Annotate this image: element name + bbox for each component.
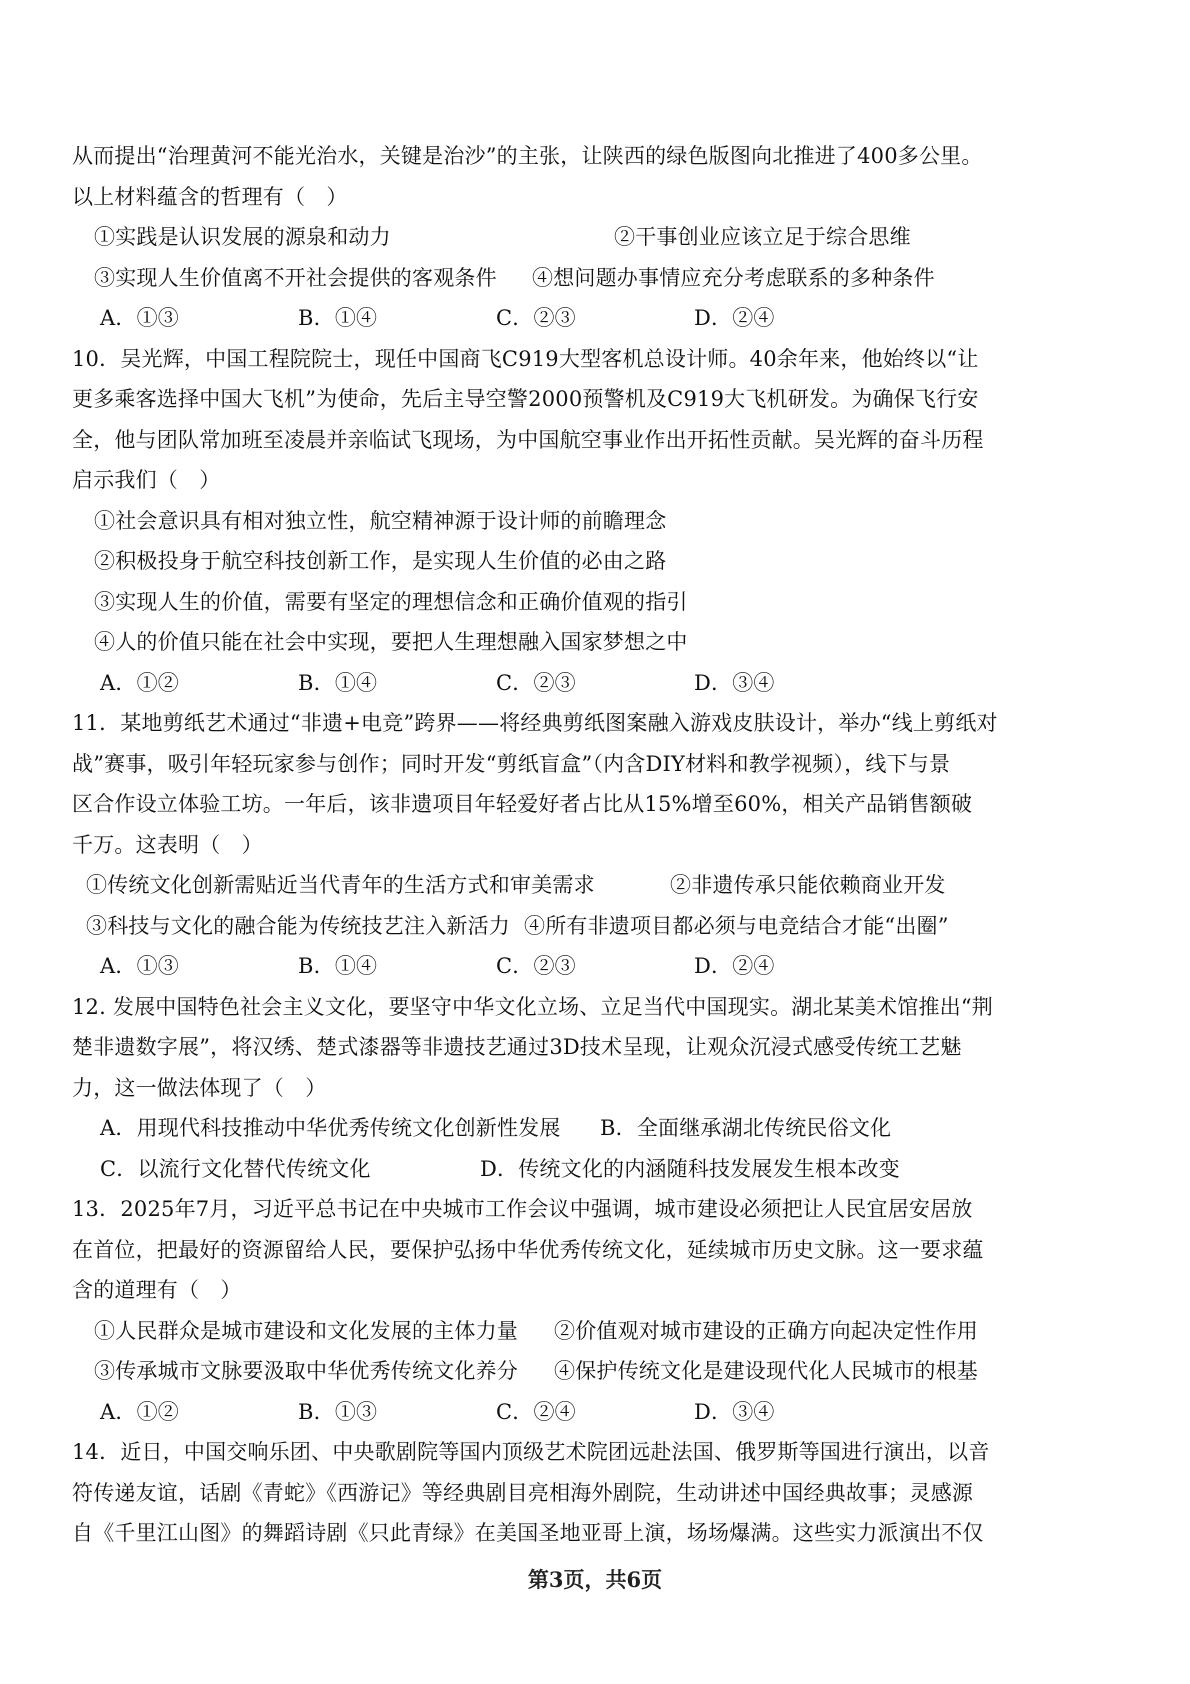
q9-stem-tail: 从而提出“治理黄河不能光治水，关键是治沙”的主张，让陕西的绿色版图向北推进了400多公里。: [72, 144, 983, 168]
q9-choice-c[interactable]: C．②③: [496, 306, 576, 330]
q11-choices: [72, 946, 1122, 987]
q13-choice-b[interactable]: B．①③: [298, 1399, 378, 1424]
q11-choice-b[interactable]: B．①④: [298, 954, 378, 978]
q13-statements-row2: [72, 1351, 1122, 1392]
q14-stem-line-1: 14．近日，中国交响乐团、中央歌剧院等国内顶级艺术院团远赴法国、俄罗斯等国进行演出，以音: [72, 1440, 990, 1464]
page-number: 第3页，共6页: [527, 1567, 663, 1592]
q10-statement-1: ①社会意识具有相对独立性，航空精神源于设计师的前瞻理念: [94, 508, 667, 533]
q13-choices: [72, 1392, 1122, 1433]
q13-choice-c[interactable]: C．②④: [496, 1399, 576, 1424]
q9-choice-d[interactable]: D．②④: [694, 306, 775, 330]
q10-statement-2: ②积极投身于航空科技创新工作，是实现人生价值的必由之路: [94, 549, 667, 573]
q11-choice-c[interactable]: C．②③: [496, 954, 576, 978]
q13-stem-line-3: 含的道理有（ ）: [72, 1278, 242, 1302]
q11-statements-row2: [72, 906, 1122, 947]
q12-choice-a[interactable]: A．用现代科技推动中华优秀传统文化创新性发展: [100, 1116, 561, 1140]
q14-stem-line-2: 符传递友谊，话剧《青蛇》《西游记》等经典剧目亮相海外剧院，生动讲述中国经典故事；灵感源: [72, 1480, 974, 1505]
q13-statement-3: ③传承城市文脉要汲取中华优秀传统文化养分: [94, 1359, 518, 1383]
q11-choice-a[interactable]: A．①③: [100, 954, 179, 978]
q12-stem-line-2: 楚非遗数字展”，将汉绣、楚式漆器等非遗技艺通过3D技术呈现，让观众沉浸式感受传统工艺魅: [72, 1035, 962, 1059]
q13-statement-1: ①人民群众是城市建设和文化发展的主体力量: [94, 1318, 518, 1343]
q10-stem-line-3: 全，他与团队常加班至凌晨并亲临试飞现场，为中国航空事业作出开拓性贡献。吴光辉的奋斗历程: [72, 427, 984, 452]
q10-statement-4: ④人的价值只能在社会中实现，要把人生理想融入国家梦想之中: [94, 630, 688, 654]
q11-stem-line-1: 11．某地剪纸艺术通过“非遗+电竞”跨界——将经典剪纸图案融入游戏皮肤设计，举办“线上剪纸对: [72, 711, 998, 735]
q11-statement-4: ④所有非遗项目都必须与电竞结合才能“出圈”: [524, 913, 949, 938]
q13-statement-4: ④保护传统文化是建设现代化人民城市的根基: [554, 1359, 978, 1383]
q12-choice-d[interactable]: D．传统文化的内涵随科技发展发生根本改变: [480, 1156, 900, 1181]
q10-choice-a[interactable]: A．①②: [100, 670, 179, 695]
q12-stem-line-3: 力，这一做法体现了（ ）: [72, 1075, 327, 1100]
q10-stem-line-4: 启示我们（ ）: [72, 468, 221, 492]
q12-stem-line-1: 12. 发展中国特色社会主义文化，要坚守中华文化立场、立足当代中国现实。湖北某美术馆推出“荆: [72, 994, 994, 1019]
q11-stem-line-2: 战”赛事，吸引年轻玩家参与创作；同时开发“剪纸盲盒”（内含DIY材料和教学视频），线下与景: [72, 751, 951, 776]
q12-choices-row2: [72, 1149, 1122, 1190]
q9-statements-row1: [72, 217, 1122, 258]
q10-stem-line-2: 更多乘客选择中国大飞机”为使命，先后主导空警2000预警机及C919大飞机研发。为确保飞行安: [72, 387, 979, 411]
q10-choice-c[interactable]: C．②③: [496, 670, 576, 695]
q9-statement-1: ①实践是认识发展的源泉和动力: [94, 225, 391, 249]
q9-question: 以上材料蕴含的哲理有（ ）: [72, 184, 348, 209]
q13-statements-row1: [72, 1311, 1122, 1352]
q12-choices-row1: [72, 1108, 1122, 1149]
q9-statement-2: ②干事创业应该立足于综合思维: [614, 225, 911, 249]
q9-statements-row2: [72, 258, 1122, 299]
q9-statement-4: ④想问题办事情应充分考虑联系的多种条件: [532, 265, 935, 290]
q11-statements-row1: [72, 865, 1122, 906]
q10-choice-b[interactable]: B．①④: [298, 670, 378, 695]
q10-stem-line-1: 10．吴光辉，中国工程院院士，现任中国商飞C919大型客机总设计师。40余年来，他始终以“让: [72, 346, 979, 371]
q13-choice-a[interactable]: A．①②: [100, 1399, 179, 1424]
q14-stem-line-3: 自《千里江山图》的舞蹈诗剧《只此青绿》在美国圣地亚哥上演，场场爆满。这些实力派演出不仅: [72, 1521, 984, 1545]
q13-stem-line-2: 在首位，把最好的资源留给人民，要保护弘扬中华优秀传统文化，延续城市历史文脉。这一要求蕴: [72, 1237, 984, 1262]
q9-statement-3: ③实现人生价值离不开社会提供的客观条件: [94, 265, 497, 290]
q10-choice-d[interactable]: D．③④: [694, 670, 775, 695]
q13-statement-2: ②价值观对城市建设的正确方向起决定性作用: [554, 1318, 978, 1343]
q9-choice-b[interactable]: B．①④: [298, 306, 378, 330]
q9-choice-a[interactable]: A．①③: [100, 306, 179, 330]
exam-content: [72, 136, 1122, 1554]
q12-choice-b[interactable]: B．全面继承湖北传统民俗文化: [600, 1116, 892, 1140]
q10-statement-3: ③实现人生的价值，需要有坚定的理想信念和正确价值观的指引: [94, 589, 688, 614]
q10-choices: [72, 663, 1122, 704]
q11-statement-2: ②非遗传承只能依赖商业开发: [670, 873, 946, 897]
q13-choice-d[interactable]: D．③④: [694, 1399, 775, 1424]
q11-stem-line-3: 区合作设立体验工坊。一年后，该非遗项目年轻爱好者占比从15%增至60%，相关产品销售额破: [72, 792, 973, 816]
q11-statement-1: ①传统文化创新需贴近当代青年的生活方式和审美需求: [86, 873, 595, 897]
q13-stem-line-1: 13．2025年7月，习近平总书记在中央城市工作会议中强调，城市建设必须把让人民宜居安居放: [72, 1197, 973, 1221]
q12-choice-c[interactable]: C．以流行文化替代传统文化: [100, 1156, 371, 1181]
q11-choice-d[interactable]: D．②④: [694, 954, 775, 978]
q11-statement-3: ③科技与文化的融合能为传统技艺注入新活力: [86, 913, 510, 938]
q9-choices: [72, 298, 1122, 339]
q11-stem-line-4: 千万。这表明（ ）: [72, 832, 263, 857]
